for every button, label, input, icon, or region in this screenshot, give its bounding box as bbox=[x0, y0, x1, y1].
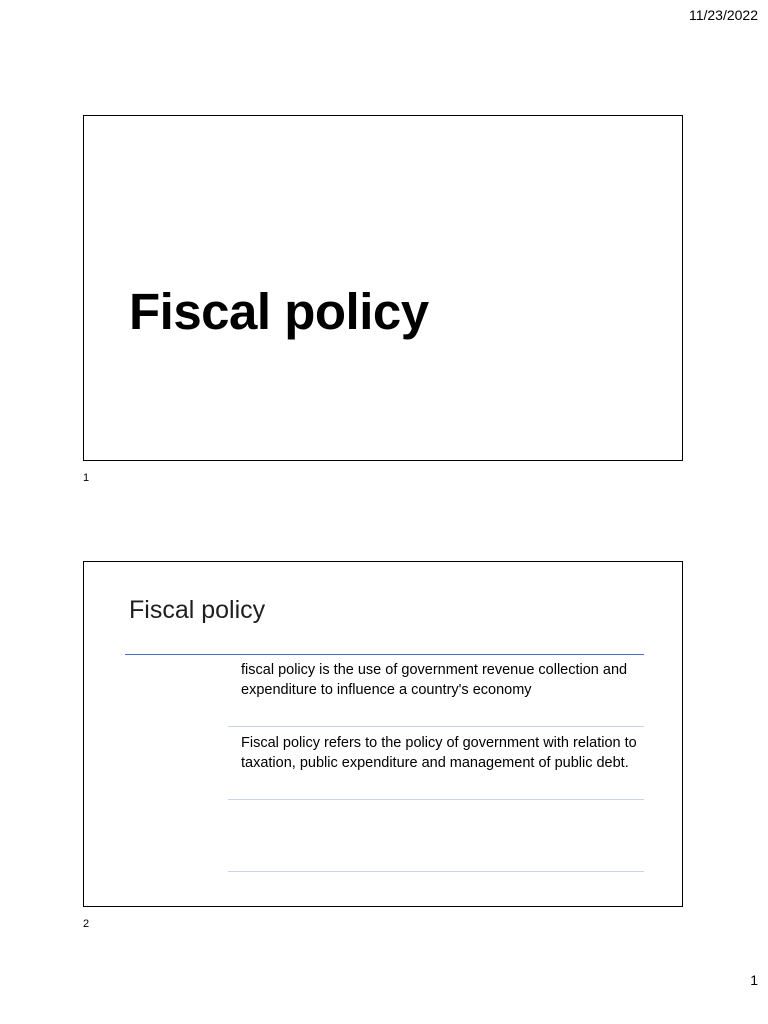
page-date: 11/23/2022 bbox=[688, 7, 758, 23]
slide-1-number: 1 bbox=[83, 472, 90, 484]
slide-2-title: Fiscal policy bbox=[129, 596, 266, 624]
definition-text-1: fiscal policy is the use of government revenue collection and expenditure to influence a country's economy bbox=[241, 662, 628, 698]
slide-2 bbox=[83, 561, 683, 907]
slide-1 bbox=[83, 115, 683, 461]
slide-2-number: 2 bbox=[83, 918, 90, 930]
title-divider bbox=[125, 654, 644, 655]
definition-text-2: Fiscal policy refers to the policy of government with relation to taxation, public expenditure and management of public debt. bbox=[241, 735, 637, 771]
row-divider bbox=[228, 726, 644, 727]
page-number: 1 bbox=[750, 972, 758, 988]
slide-1-title: Fiscal policy bbox=[129, 283, 429, 340]
row-divider bbox=[228, 871, 644, 872]
row-divider bbox=[228, 799, 644, 800]
